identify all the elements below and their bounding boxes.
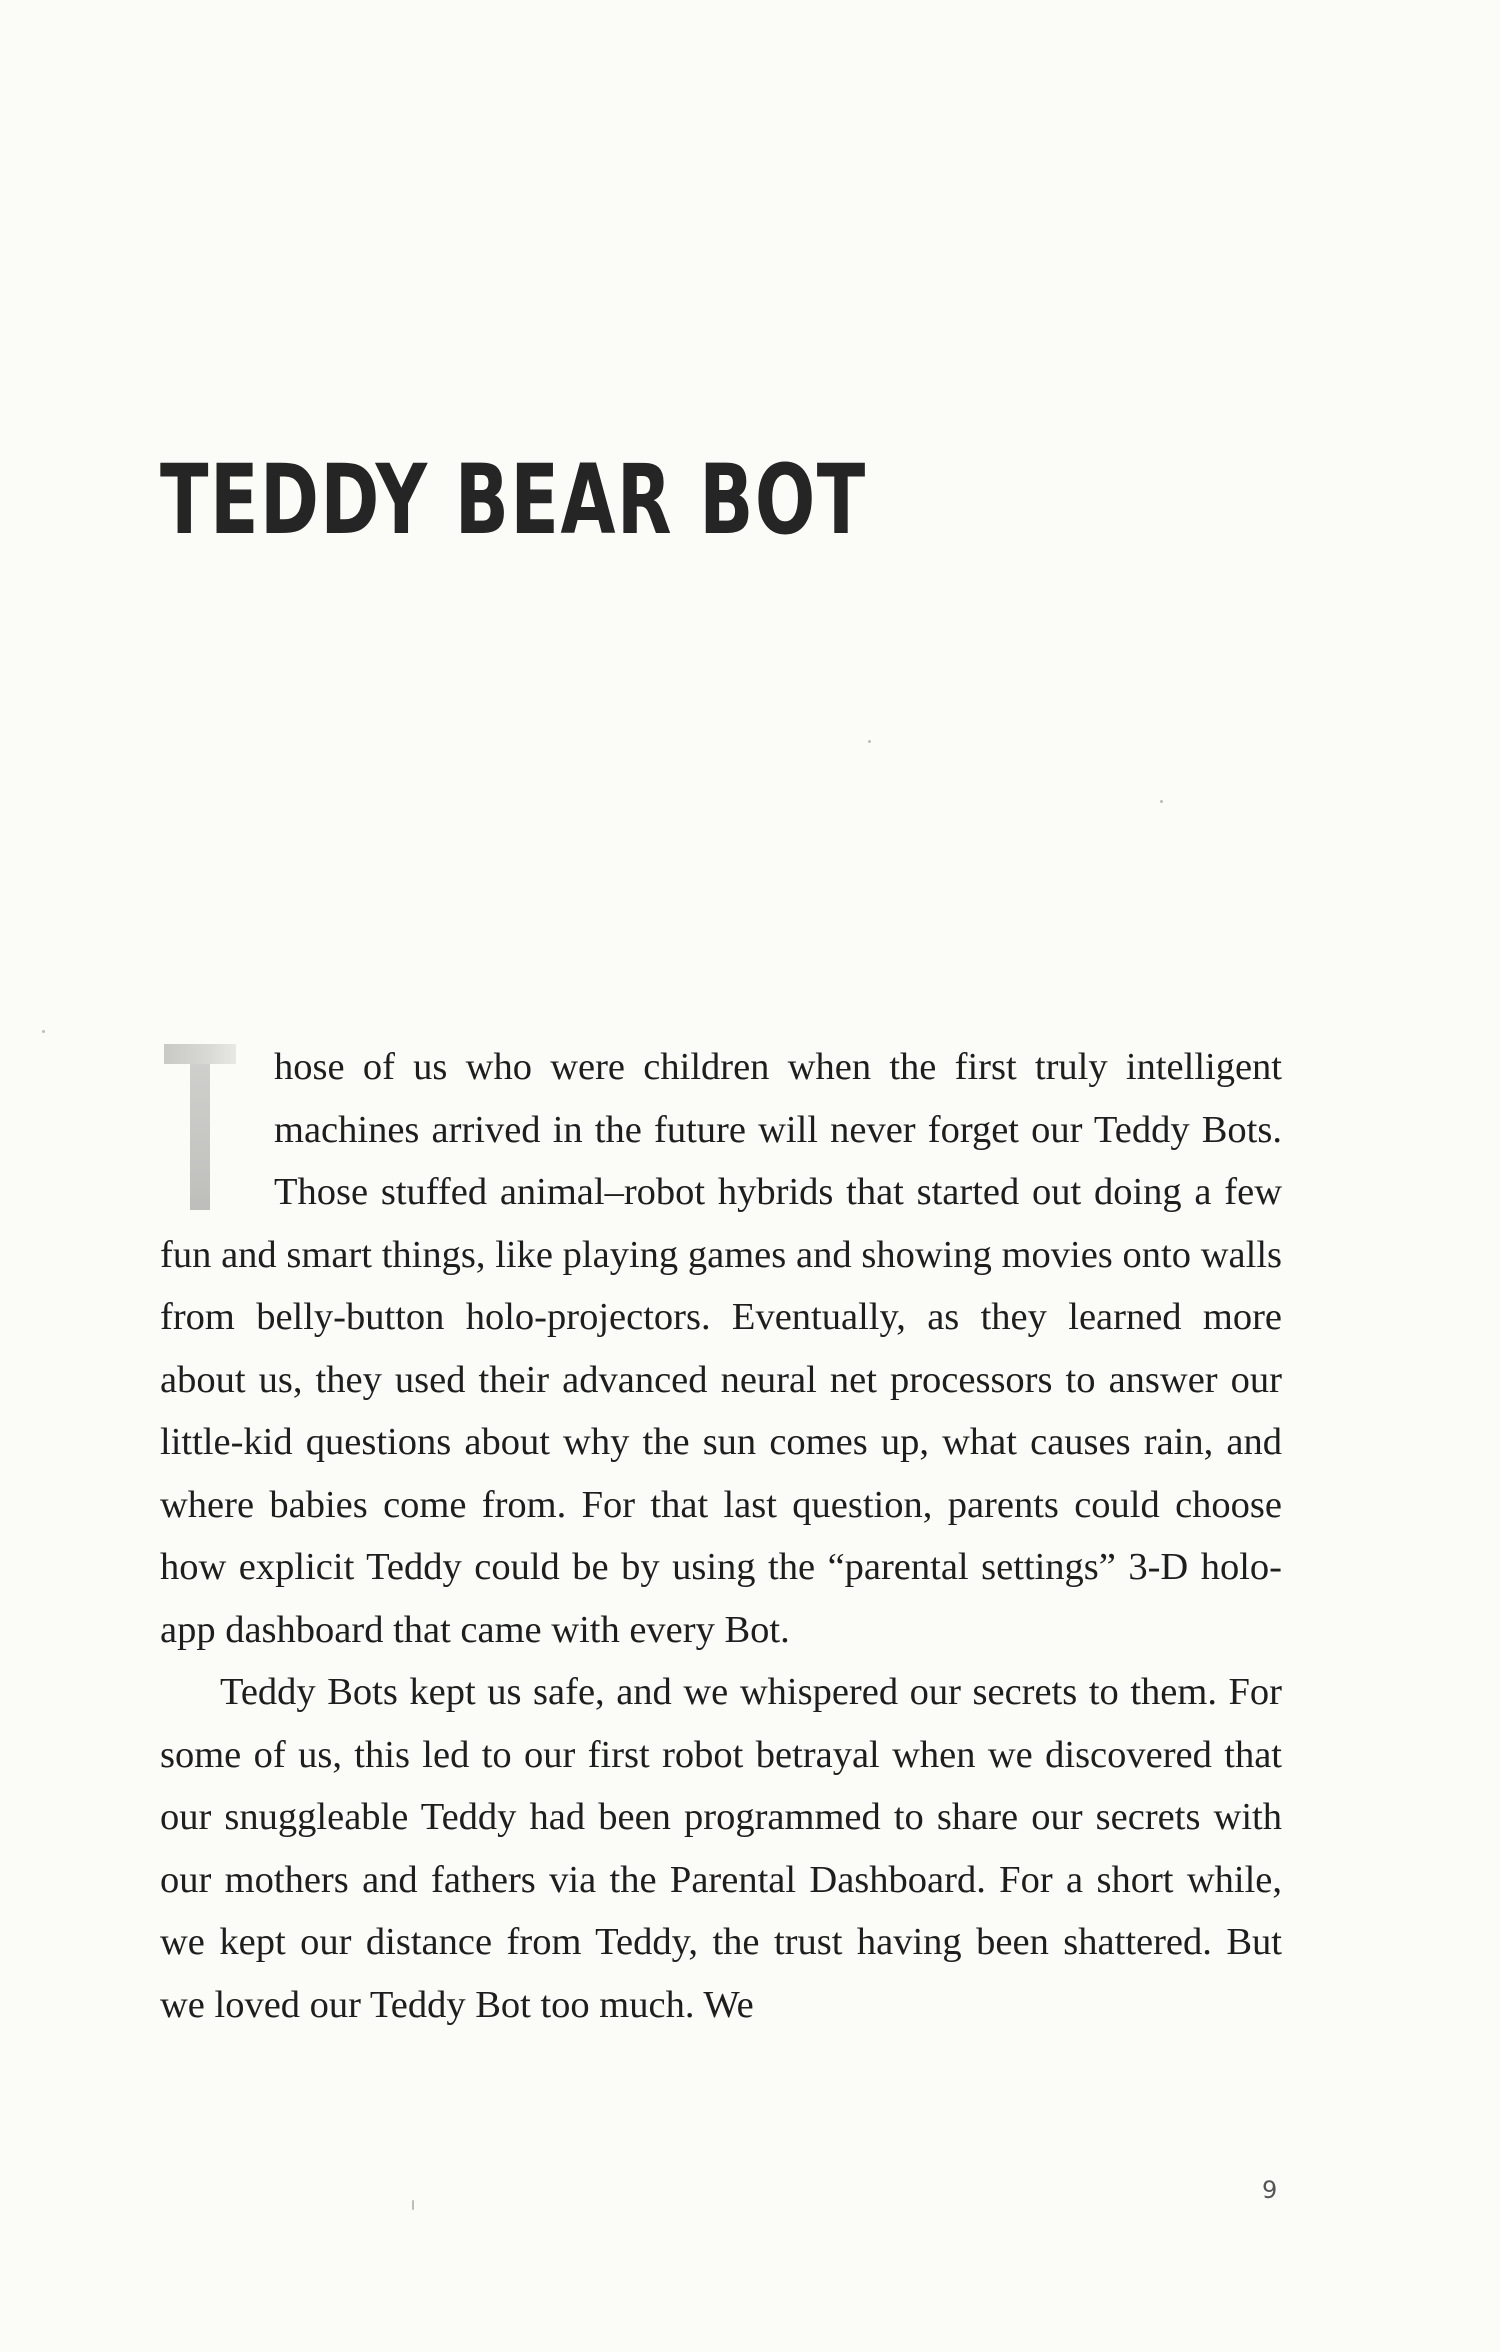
paper-speck xyxy=(42,1030,45,1033)
drop-cap-letter xyxy=(164,1044,236,1210)
drop-cap-text xyxy=(164,1044,165,1045)
chapter-title: TEDDY BEAR BOT xyxy=(160,444,867,556)
paragraph-2: Teddy Bots kept us safe, and we whispered our secrets to them. For some of us, this led to our first robot betrayal when we discovered that our snuggleable Teddy had been programmed to share our secrets with our mothers and fathers via the Parental Dashboard. For a short while, we kept our distance from Teddy, the trust having been shattered. But we loved our Teddy Bot too much. We xyxy=(160,1671,1282,2026)
paper-speck xyxy=(1160,800,1163,803)
paragraph-opening xyxy=(160,1036,1282,1661)
drop-cap-stem xyxy=(190,1064,210,1210)
paper-speck xyxy=(412,2200,414,2210)
page-number: 9 xyxy=(1262,2176,1278,2204)
chapter-body xyxy=(160,1036,1282,2036)
paper-speck xyxy=(868,740,871,743)
paragraph-1-text: hose of us who were children when the first truly intelligent machines arrived in the future will never forget our Teddy Bots. Those stuffed animal–robot hybrids that started out doing a few fun and smart things, like playing games and showing movies onto walls from belly-button holo-projectors. Eventually, as they learned more about us, they used their advanced neural net processors to answer our little-kid questions about why the sun comes up, what causes rain, and where babies come from. For that last question, parents could choose how explicit Teddy could be by using the “parental settings” 3-D holo-app dashboard that came with every Bot. xyxy=(160,1046,1282,1651)
drop-cap-crossbar xyxy=(164,1044,236,1064)
